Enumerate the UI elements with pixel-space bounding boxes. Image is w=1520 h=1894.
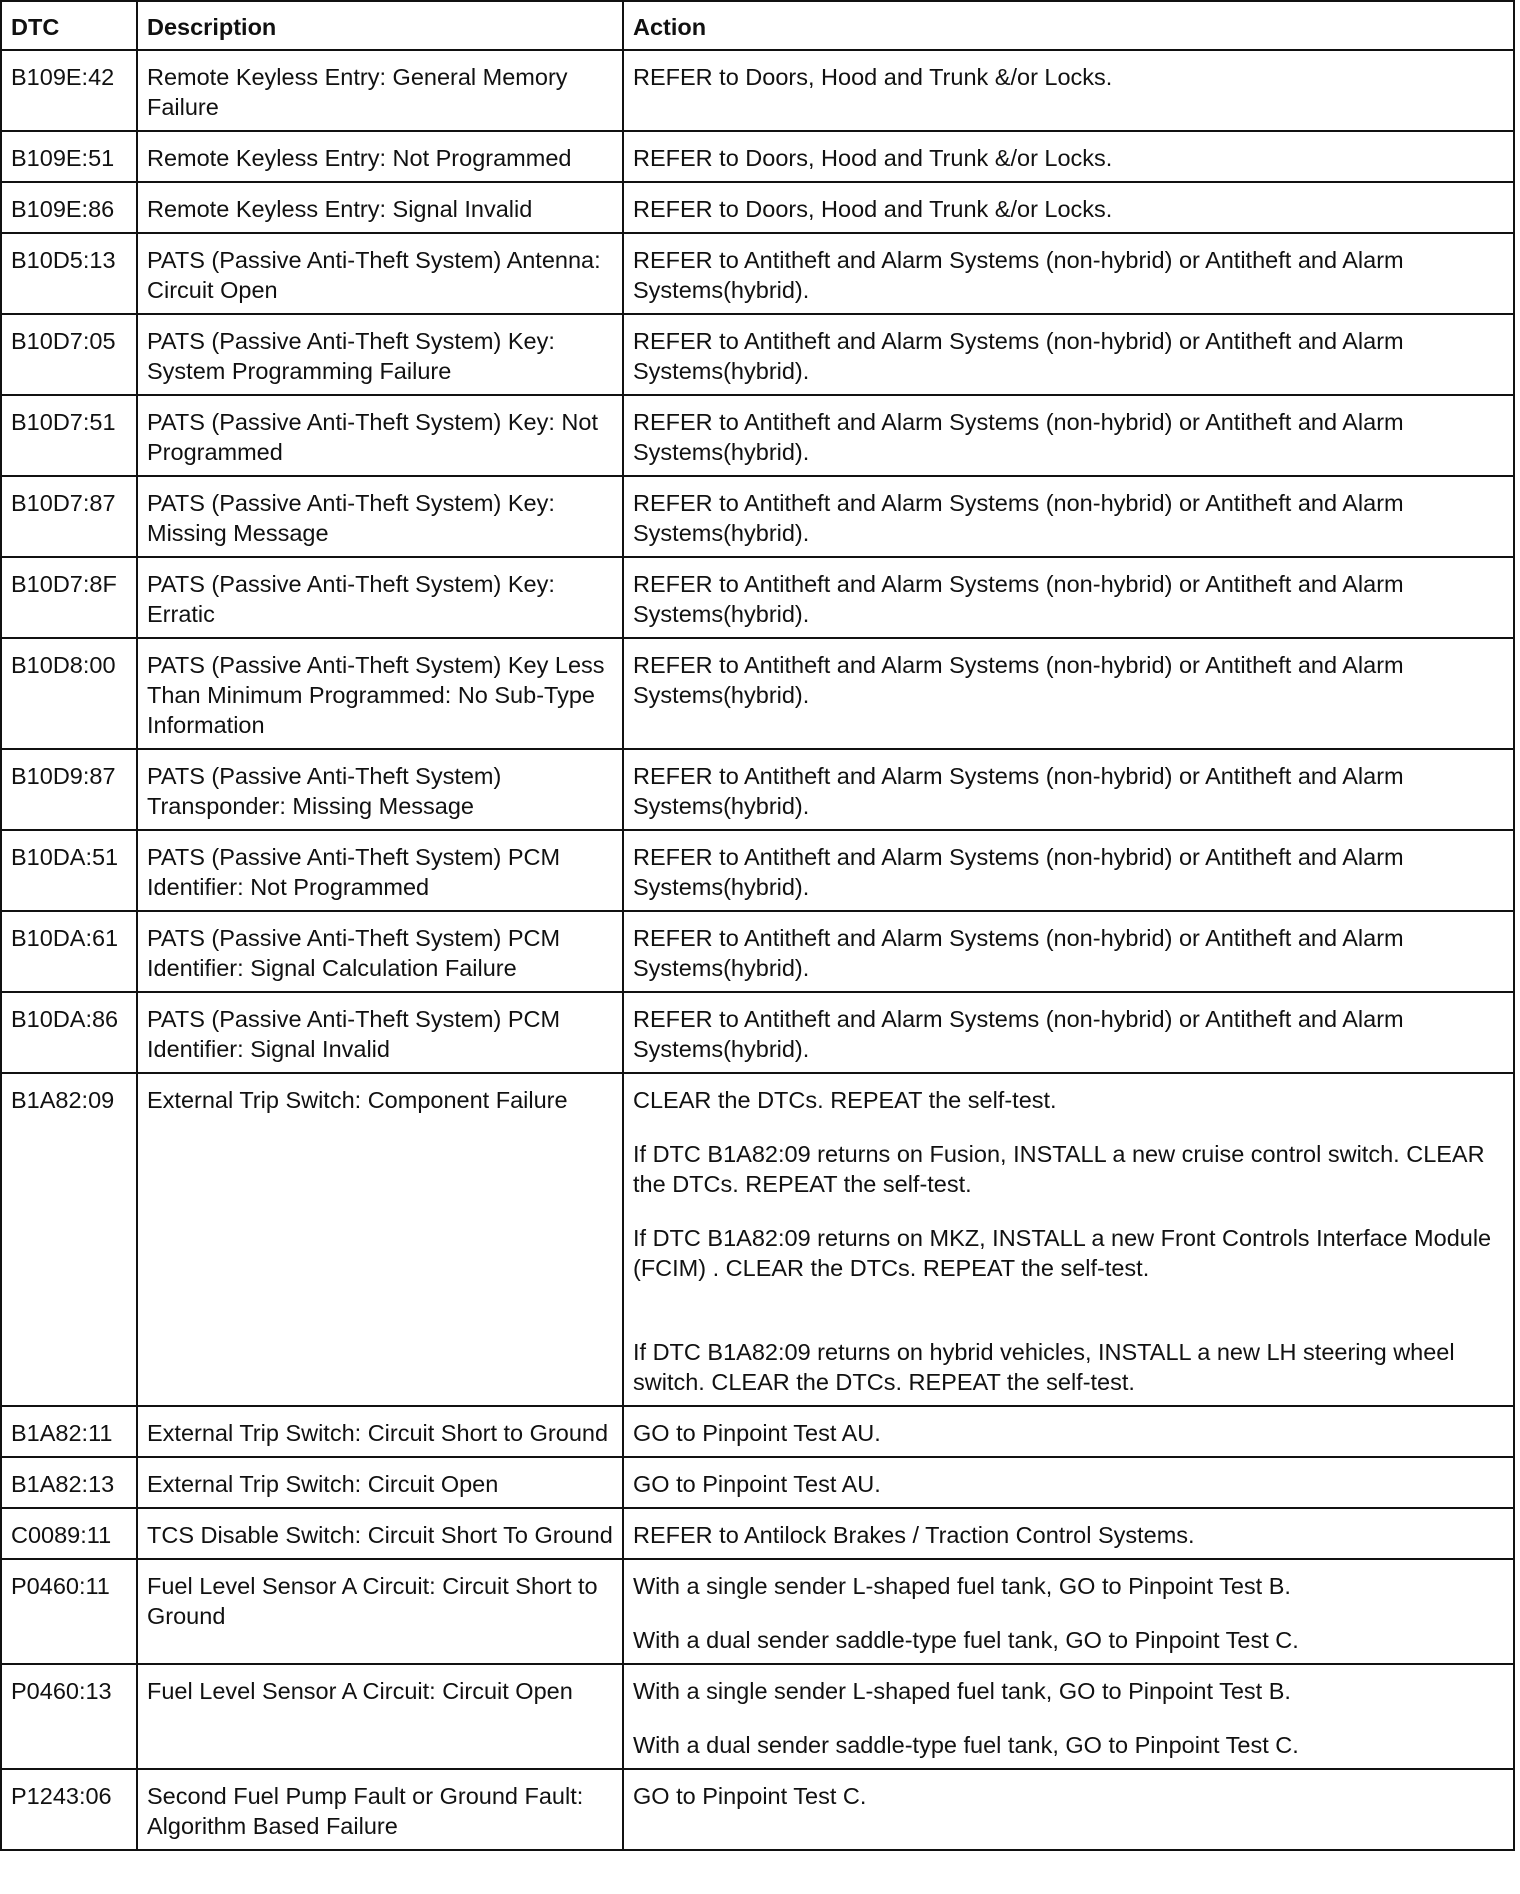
dtc-description: PATS (Passive Anti-Theft System) PCM Identifier: Signal Invalid — [137, 992, 623, 1073]
dtc-description: Second Fuel Pump Fault or Ground Fault: Algorithm Based Failure — [137, 1769, 623, 1850]
table-header — [1, 1, 1514, 50]
dtc-action — [623, 830, 1514, 911]
dtc-code: B10DA:86 — [1, 992, 137, 1073]
dtc-description: Remote Keyless Entry: Not Programmed — [137, 131, 623, 182]
dtc-action — [623, 992, 1514, 1073]
action-paragraph: REFER to Antitheft and Alarm Systems (non-hybrid) or Antitheft and Alarm Systems(hybrid). — [633, 763, 1404, 819]
table-row — [1, 50, 1514, 131]
dtc-action — [623, 749, 1514, 830]
dtc-action — [623, 131, 1514, 182]
dtc-action — [623, 1559, 1514, 1664]
dtc-description: PATS (Passive Anti-Theft System) Antenna: Circuit Open — [137, 233, 623, 314]
dtc-code: B10D7:87 — [1, 476, 137, 557]
table-row — [1, 1664, 1514, 1769]
dtc-code: B1A82:13 — [1, 1457, 137, 1508]
dtc-code: P0460:11 — [1, 1559, 137, 1664]
action-paragraph: With a dual sender saddle-type fuel tank, GO to Pinpoint Test C. — [633, 1627, 1299, 1653]
action-paragraph: REFER to Antitheft and Alarm Systems (non-hybrid) or Antitheft and Alarm Systems(hybrid). — [633, 925, 1404, 981]
action-paragraph: If DTC B1A82:09 returns on MKZ, INSTALL a new Front Controls Interface Module (FCIM) . CLEAR the DTCs. REPEAT the self-test. — [633, 1225, 1492, 1281]
table-row — [1, 1769, 1514, 1850]
column-header-dtc: DTC — [1, 1, 137, 50]
dtc-action — [623, 557, 1514, 638]
action-paragraph: REFER to Antitheft and Alarm Systems (non-hybrid) or Antitheft and Alarm Systems(hybrid). — [633, 247, 1404, 303]
action-paragraph: If DTC B1A82:09 returns on Fusion, INSTALL a new cruise control switch. CLEAR the DTCs. REPEAT the self-test. — [633, 1141, 1485, 1197]
action-paragraph: REFER to Doors, Hood and Trunk &/or Locks. — [633, 196, 1113, 222]
header-row — [1, 1, 1514, 50]
dtc-description: PATS (Passive Anti-Theft System) Key: Erratic — [137, 557, 623, 638]
action-paragraph: With a dual sender saddle-type fuel tank, GO to Pinpoint Test C. — [633, 1732, 1299, 1758]
dtc-code: B10DA:61 — [1, 911, 137, 992]
dtc-description: PATS (Passive Anti-Theft System) PCM Identifier: Signal Calculation Failure — [137, 911, 623, 992]
dtc-description: PATS (Passive Anti-Theft System) Key: System Programming Failure — [137, 314, 623, 395]
dtc-code: C0089:11 — [1, 1508, 137, 1559]
column-header-description: Description — [137, 1, 623, 50]
action-paragraph: REFER to Doors, Hood and Trunk &/or Locks. — [633, 64, 1113, 90]
table-row — [1, 182, 1514, 233]
dtc-code: B10D5:13 — [1, 233, 137, 314]
action-paragraph: GO to Pinpoint Test AU. — [633, 1471, 881, 1497]
action-paragraph: REFER to Antitheft and Alarm Systems (non-hybrid) or Antitheft and Alarm Systems(hybrid). — [633, 490, 1404, 546]
dtc-action — [623, 1073, 1514, 1406]
dtc-description: PATS (Passive Anti-Theft System) Key: Missing Message — [137, 476, 623, 557]
action-paragraph: GO to Pinpoint Test AU. — [633, 1420, 881, 1446]
dtc-description: PATS (Passive Anti-Theft System) Key: Not Programmed — [137, 395, 623, 476]
dtc-description: PATS (Passive Anti-Theft System) Transponder: Missing Message — [137, 749, 623, 830]
dtc-description: Fuel Level Sensor A Circuit: Circuit Short to Ground — [137, 1559, 623, 1664]
action-paragraph: With a single sender L-shaped fuel tank, GO to Pinpoint Test B. — [633, 1573, 1291, 1599]
dtc-action — [623, 1769, 1514, 1850]
action-paragraph: CLEAR the DTCs. REPEAT the self-test. — [633, 1087, 1057, 1113]
dtc-description: External Trip Switch: Circuit Short to Ground — [137, 1406, 623, 1457]
dtc-code: B10DA:51 — [1, 830, 137, 911]
dtc-action — [623, 1406, 1514, 1457]
table-row — [1, 911, 1514, 992]
action-paragraph: REFER to Antitheft and Alarm Systems (non-hybrid) or Antitheft and Alarm Systems(hybrid). — [633, 409, 1404, 465]
dtc-description: Remote Keyless Entry: Signal Invalid — [137, 182, 623, 233]
dtc-description: Remote Keyless Entry: General Memory Failure — [137, 50, 623, 131]
dtc-code: B1A82:09 — [1, 1073, 137, 1406]
dtc-action — [623, 233, 1514, 314]
dtc-description: PATS (Passive Anti-Theft System) PCM Identifier: Not Programmed — [137, 830, 623, 911]
table-row — [1, 992, 1514, 1073]
dtc-action — [623, 395, 1514, 476]
dtc-action — [623, 1508, 1514, 1559]
dtc-action — [623, 50, 1514, 131]
dtc-code: B10D7:05 — [1, 314, 137, 395]
dtc-action — [623, 1664, 1514, 1769]
dtc-code: B10D9:87 — [1, 749, 137, 830]
action-paragraph: With a single sender L-shaped fuel tank, GO to Pinpoint Test B. — [633, 1678, 1291, 1704]
table-row — [1, 557, 1514, 638]
dtc-code: B109E:86 — [1, 182, 137, 233]
action-paragraph: REFER to Antitheft and Alarm Systems (non-hybrid) or Antitheft and Alarm Systems(hybrid). — [633, 1006, 1404, 1062]
action-paragraph: REFER to Antitheft and Alarm Systems (non-hybrid) or Antitheft and Alarm Systems(hybrid). — [633, 328, 1404, 384]
dtc-code: P0460:13 — [1, 1664, 137, 1769]
table-row — [1, 1559, 1514, 1664]
action-paragraph: REFER to Antitheft and Alarm Systems (non-hybrid) or Antitheft and Alarm Systems(hybrid). — [633, 571, 1404, 627]
dtc-description: Fuel Level Sensor A Circuit: Circuit Open — [137, 1664, 623, 1769]
table-row — [1, 476, 1514, 557]
action-paragraph: REFER to Antilock Brakes / Traction Control Systems. — [633, 1522, 1195, 1548]
table-row — [1, 830, 1514, 911]
dtc-code: B10D7:8F — [1, 557, 137, 638]
dtc-action — [623, 314, 1514, 395]
action-paragraph: REFER to Doors, Hood and Trunk &/or Locks. — [633, 145, 1113, 171]
dtc-code: P1243:06 — [1, 1769, 137, 1850]
dtc-action — [623, 638, 1514, 749]
dtc-action — [623, 182, 1514, 233]
action-paragraph: GO to Pinpoint Test C. — [633, 1783, 867, 1809]
dtc-action — [623, 1457, 1514, 1508]
table-row — [1, 1406, 1514, 1457]
table-row — [1, 233, 1514, 314]
table-row — [1, 395, 1514, 476]
dtc-code: B109E:51 — [1, 131, 137, 182]
dtc-description: TCS Disable Switch: Circuit Short To Ground — [137, 1508, 623, 1559]
column-header-action: Action — [623, 1, 1514, 50]
dtc-action — [623, 476, 1514, 557]
table-row — [1, 1508, 1514, 1559]
dtc-code: B109E:42 — [1, 50, 137, 131]
action-paragraph: If DTC B1A82:09 returns on hybrid vehicles, INSTALL a new LH steering wheel switch. CLEAR the DTCs. REPEAT the self-test. — [633, 1339, 1455, 1395]
table-row — [1, 638, 1514, 749]
dtc-code: B10D8:00 — [1, 638, 137, 749]
dtc-description: External Trip Switch: Component Failure — [137, 1073, 623, 1406]
dtc-action — [623, 911, 1514, 992]
dtc-code: B10D7:51 — [1, 395, 137, 476]
table-row — [1, 314, 1514, 395]
table-row — [1, 1073, 1514, 1406]
dtc-code: B1A82:11 — [1, 1406, 137, 1457]
table-body — [1, 50, 1514, 1850]
dtc-description: PATS (Passive Anti-Theft System) Key Less Than Minimum Programmed: No Sub-Type Information — [137, 638, 623, 749]
action-paragraph: REFER to Antitheft and Alarm Systems (non-hybrid) or Antitheft and Alarm Systems(hybrid). — [633, 844, 1404, 900]
table-row — [1, 131, 1514, 182]
action-paragraph: REFER to Antitheft and Alarm Systems (non-hybrid) or Antitheft and Alarm Systems(hybrid). — [633, 652, 1404, 708]
table-row — [1, 1457, 1514, 1508]
dtc-description: External Trip Switch: Circuit Open — [137, 1457, 623, 1508]
table-row — [1, 749, 1514, 830]
